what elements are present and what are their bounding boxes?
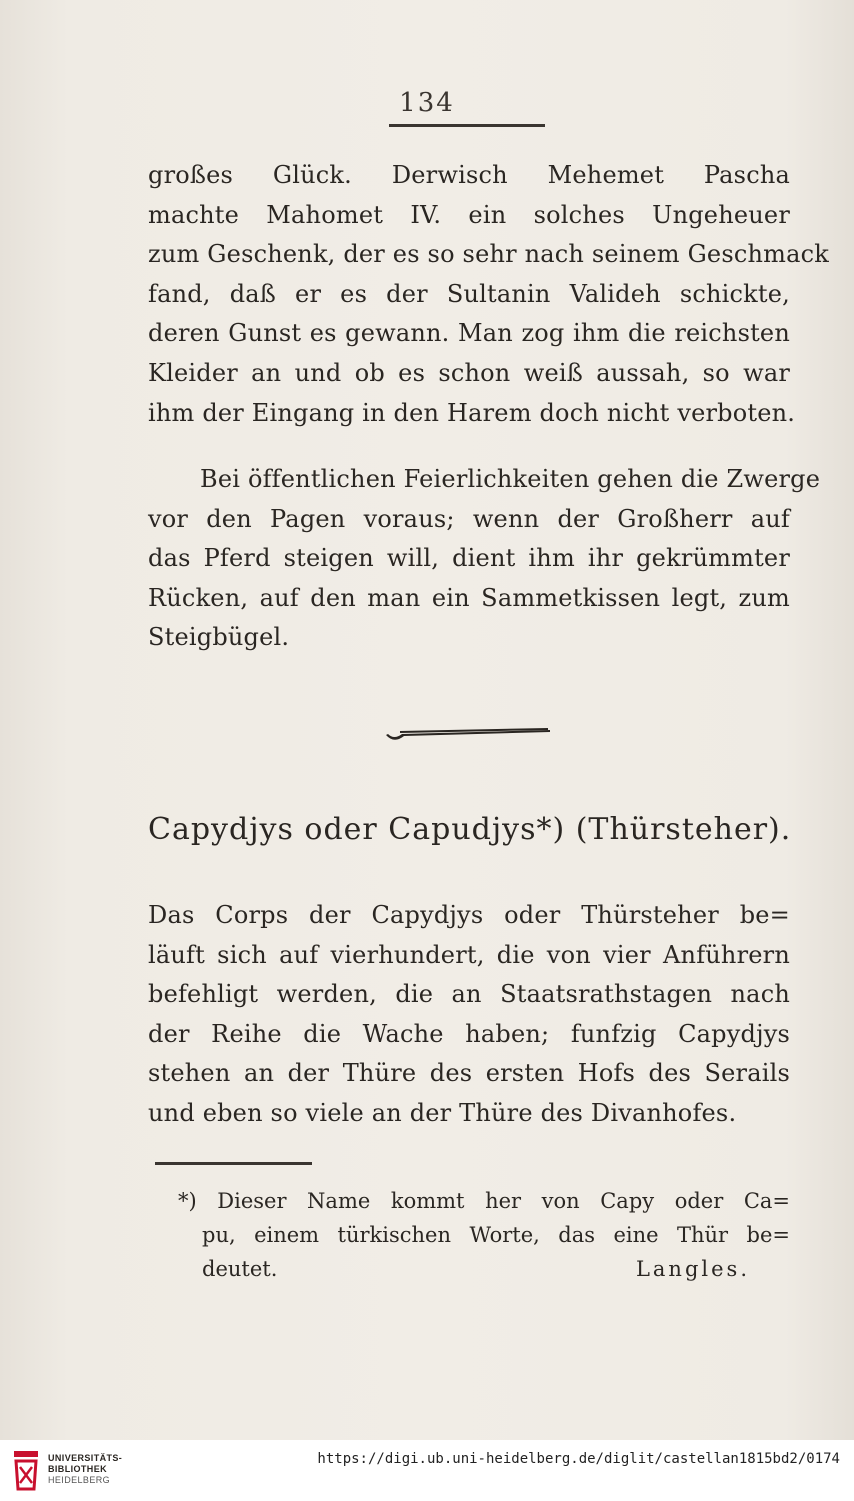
text-line: befehligt werden, die an Staatsrathstagen nach xyxy=(148,980,790,1009)
text-line: fand, daß er es der Sultanin Valideh schickte, xyxy=(148,279,790,308)
footnote-line-last xyxy=(178,1252,790,1286)
text-line: Steigbügel. xyxy=(148,623,290,652)
footnote-line: pu, einem türkischen Worte, das eine Thür be= xyxy=(202,1223,790,1247)
footnote-line: *) Dieser Name kommt her von Capy oder Ca= xyxy=(178,1189,790,1213)
text-line: zum Geschenk, der es so sehr nach seinem Geschmack xyxy=(148,240,830,269)
text-line: deren Gunst es gewann. Man zog ihm die reichsten xyxy=(148,319,790,348)
text-line: ihm der Eingang in den Harem doch nicht verboten. xyxy=(148,398,796,427)
section-title: Capydjys oder Capudjys*) (Thürsteher). xyxy=(148,812,792,847)
text-line: vor den Pagen voraus; wenn der Großherr auf xyxy=(148,504,790,533)
footnote-rule xyxy=(155,1162,312,1165)
text-line: Das Corps der Capydjys oder Thürsteher be= xyxy=(148,901,790,929)
footnote xyxy=(178,1184,790,1286)
library-name xyxy=(48,1453,122,1486)
ornament-divider-icon xyxy=(380,720,552,744)
text-line: Rücken, auf den man ein Sammetkissen legt, zum xyxy=(148,583,790,612)
footnote-author: Langles. xyxy=(635,1257,750,1281)
text-line: der Reihe die Wache haben; funfzig Capydjys xyxy=(148,1019,790,1048)
page-number: 134 xyxy=(399,88,455,118)
footnote-text: deutet. xyxy=(202,1257,278,1281)
text-line: machte Mahomet IV. ein solches Ungeheuer xyxy=(148,200,790,229)
permalink-url[interactable]: https://digi.ub.uni-heidelberg.de/diglit/castellan1815bd2/0174 xyxy=(317,1451,840,1467)
paragraph-2 xyxy=(148,460,821,658)
paragraph-3 xyxy=(148,896,790,1134)
text-line: läuft sich auf vierhundert, die von vier Anführern xyxy=(148,940,790,969)
text-line: großes Glück. Derwisch Mehemet Pascha xyxy=(148,161,790,189)
text-line: das Pferd steigen will, dient ihm ihr gekrümmter xyxy=(148,544,790,573)
paragraph-1 xyxy=(148,156,830,433)
library-name-line-1: UNIVERSITÄTS- xyxy=(48,1453,123,1463)
library-name-line-2: BIBLIOTHEK xyxy=(48,1464,107,1474)
text-line: und eben so viele an der Thüre des Divanhofes. xyxy=(148,1098,737,1127)
library-name-line-3: HEIDELBERG xyxy=(48,1475,111,1485)
text-line: Bei öffentlichen Feierlichkeiten gehen die Zwerge xyxy=(200,465,821,493)
text-line: stehen an der Thüre des ersten Hofs des Serails xyxy=(148,1059,790,1088)
header-rule xyxy=(389,124,545,127)
text-line: Kleider an und ob es schon weiß aussah, so war xyxy=(148,358,790,387)
library-logo-icon[interactable] xyxy=(10,1447,42,1493)
